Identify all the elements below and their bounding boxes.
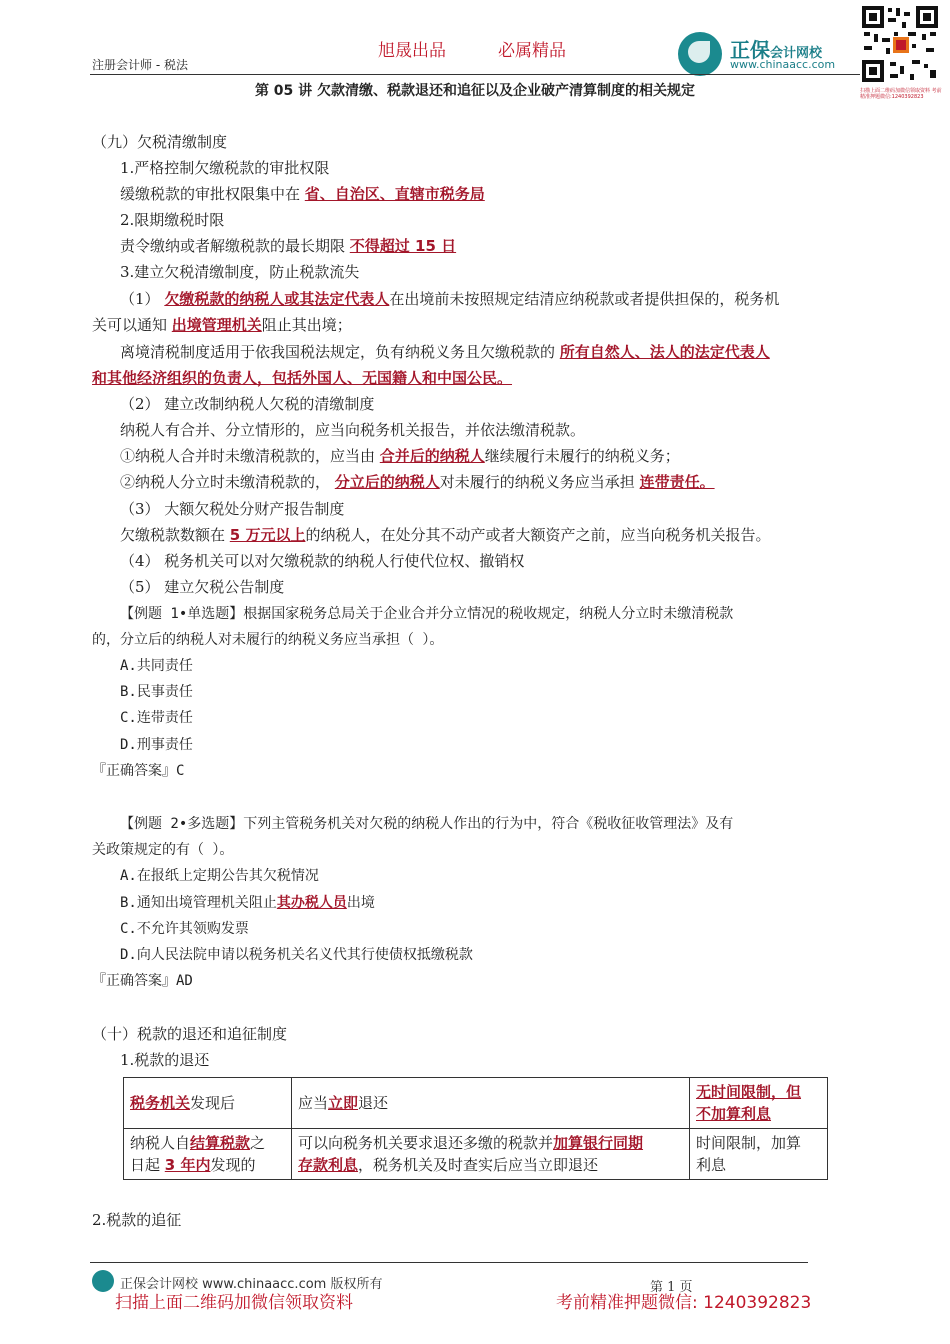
footer-logo-icon	[92, 1270, 114, 1292]
para-3-text: 欠缴税款数额在 5 万元以上的纳税人，在处分其不动产或者大额资产之前，应当向税务机关报告。	[120, 526, 771, 544]
para-1-line-1: （1） 欠缴税款的纳税人或其法定代表人在出境前未按照规定结清应纳税款或者提供担保的，税务机	[120, 290, 780, 308]
brand-url: www.chinaacc.com	[730, 58, 836, 71]
example-1-question-line-1: 【例题 1•单选题】根据国家税务总局关于企业合并分立情况的税收规定，纳税人分立时未缴清税款	[120, 606, 734, 622]
para-2-title: （2） 建立改制纳税人欠税的清缴制度	[120, 395, 375, 413]
example-1-question-line-2: 的，分立后的纳税人对未履行的纳税义务应当承担（ ）。	[92, 632, 444, 648]
table-row	[124, 1129, 828, 1180]
table-cell: 纳税人自结算税款之 日起 3 年内发现的	[124, 1129, 292, 1180]
example-2-option-b: B.通知出境管理机关阻止其办税人员出境	[120, 895, 375, 911]
example-2-answer: 『正确答案』AD	[92, 973, 193, 989]
example-2-option-a: A.在报纸上定期公告其欠税情况	[120, 868, 319, 884]
brand-logo-icon	[678, 32, 722, 76]
footer-ad-right: 考前精准押题微信: 1240392823	[556, 1293, 812, 1313]
item-2-text: 责令缴纳或者解缴税款的最长期限 不得超过 15 日	[120, 237, 457, 255]
header-divider	[90, 74, 860, 75]
brand-name: 正保会计网校	[730, 38, 823, 62]
item-2-title: 2.限期缴税时限	[120, 211, 225, 229]
para-2a: ①纳税人合并时未缴清税款的，应当由 合并后的纳税人继续履行未履行的纳税义务；	[120, 447, 680, 465]
course-label: 注册会计师 - 税法	[92, 58, 188, 72]
section-9-heading: （九）欠税清缴制度	[92, 133, 228, 151]
lecture-title: 第 05 讲 欠款清缴、税款退还和追征以及企业破产清算制度的相关规定	[254, 83, 696, 99]
example-1-option-a: A.共同责任	[120, 658, 193, 674]
table-cell: 无时间限制，但 不加算利息	[690, 1078, 828, 1129]
para-4: （4） 税务机关可以对欠缴税款的纳税人行使代位权、撤销权	[120, 552, 525, 570]
para-1-line-2: 关可以通知 出境管理机关阻止其出境；	[92, 316, 352, 334]
example-1-option-c: C.连带责任	[120, 710, 193, 726]
qr-code-icon	[860, 4, 940, 84]
para-2-text: 纳税人有合并、分立情形的，应当向税务机关报告，并依法缴清税款。	[120, 421, 586, 439]
table-cell: 时间限制，加算 利息	[690, 1129, 828, 1180]
section-10-sub-1: 1.税款的退还	[120, 1051, 210, 1069]
item-1-title: 1.严格控制欠缴税款的审批权限	[120, 159, 330, 177]
example-2-option-d: D.向人民法院申请以税务机关名义代其行使债权抵缴税款	[120, 947, 473, 963]
example-1-answer: 『正确答案』C	[92, 763, 185, 779]
table-row	[124, 1078, 828, 1129]
footer-divider	[90, 1262, 808, 1263]
page-number: 第 1 页	[650, 1280, 693, 1295]
para-2b: ②纳税人分立时未缴清税款的， 分立后的纳税人对未履行的纳税义务应当承担 连带责任。	[120, 473, 715, 491]
item-1-text: 缓缴税款的审批权限集中在 省、自治区、直辖市税务局	[120, 185, 485, 203]
para-3-title: （3） 大额欠税处分财产报告制度	[120, 500, 345, 518]
item-3-title: 3.建立欠税清缴制度，防止税款流失	[120, 263, 360, 281]
refund-table	[123, 1077, 828, 1180]
para-1b-line-1: 离境清税制度适用于依我国税法规定，负有纳税义务且欠缴税款的 所有自然人、法人的法定代表人	[120, 343, 770, 361]
example-2-option-c: C.不允许其领购发票	[120, 921, 249, 937]
example-2-question-line-1: 【例题 2•多选题】下列主管税务机关对欠税的纳税人作出的行为中，符合《税收征收管理法》及有	[120, 816, 734, 832]
para-5: （5） 建立欠税公告制度	[120, 578, 285, 596]
section-10-heading: （十）税款的退还和追征制度	[92, 1025, 288, 1043]
table-cell: 应当立即退还	[292, 1078, 690, 1129]
example-2-question-line-2: 关政策规定的有（ ）。	[92, 842, 234, 858]
qr-caption: 扫描上面二维码加微信领取资料 考前精准押题微信:1240392823	[860, 88, 942, 100]
example-1-option-d: D.刑事责任	[120, 737, 193, 753]
table-cell: 可以向税务机关要求退还多缴的税款并加算银行同期 存款利息，税务机关及时查实后应当立即退还	[292, 1129, 690, 1180]
table-cell: 税务机关发现后	[124, 1078, 292, 1129]
footer-ad-left: 扫描上面二维码加微信领取资料	[115, 1293, 353, 1313]
section-10-sub-2: 2.税款的追征	[92, 1211, 182, 1229]
slogan-right: 必属精品	[498, 41, 566, 61]
slogan-left: 旭晟出品	[378, 41, 446, 61]
para-1b-line-2: 和其他经济组织的负责人，包括外国人、无国籍人和中国公民。	[92, 369, 513, 387]
footer-copyright: 正保会计网校 www.chinaacc.com 版权所有	[120, 1277, 383, 1292]
example-1-option-b: B.民事责任	[120, 684, 193, 700]
